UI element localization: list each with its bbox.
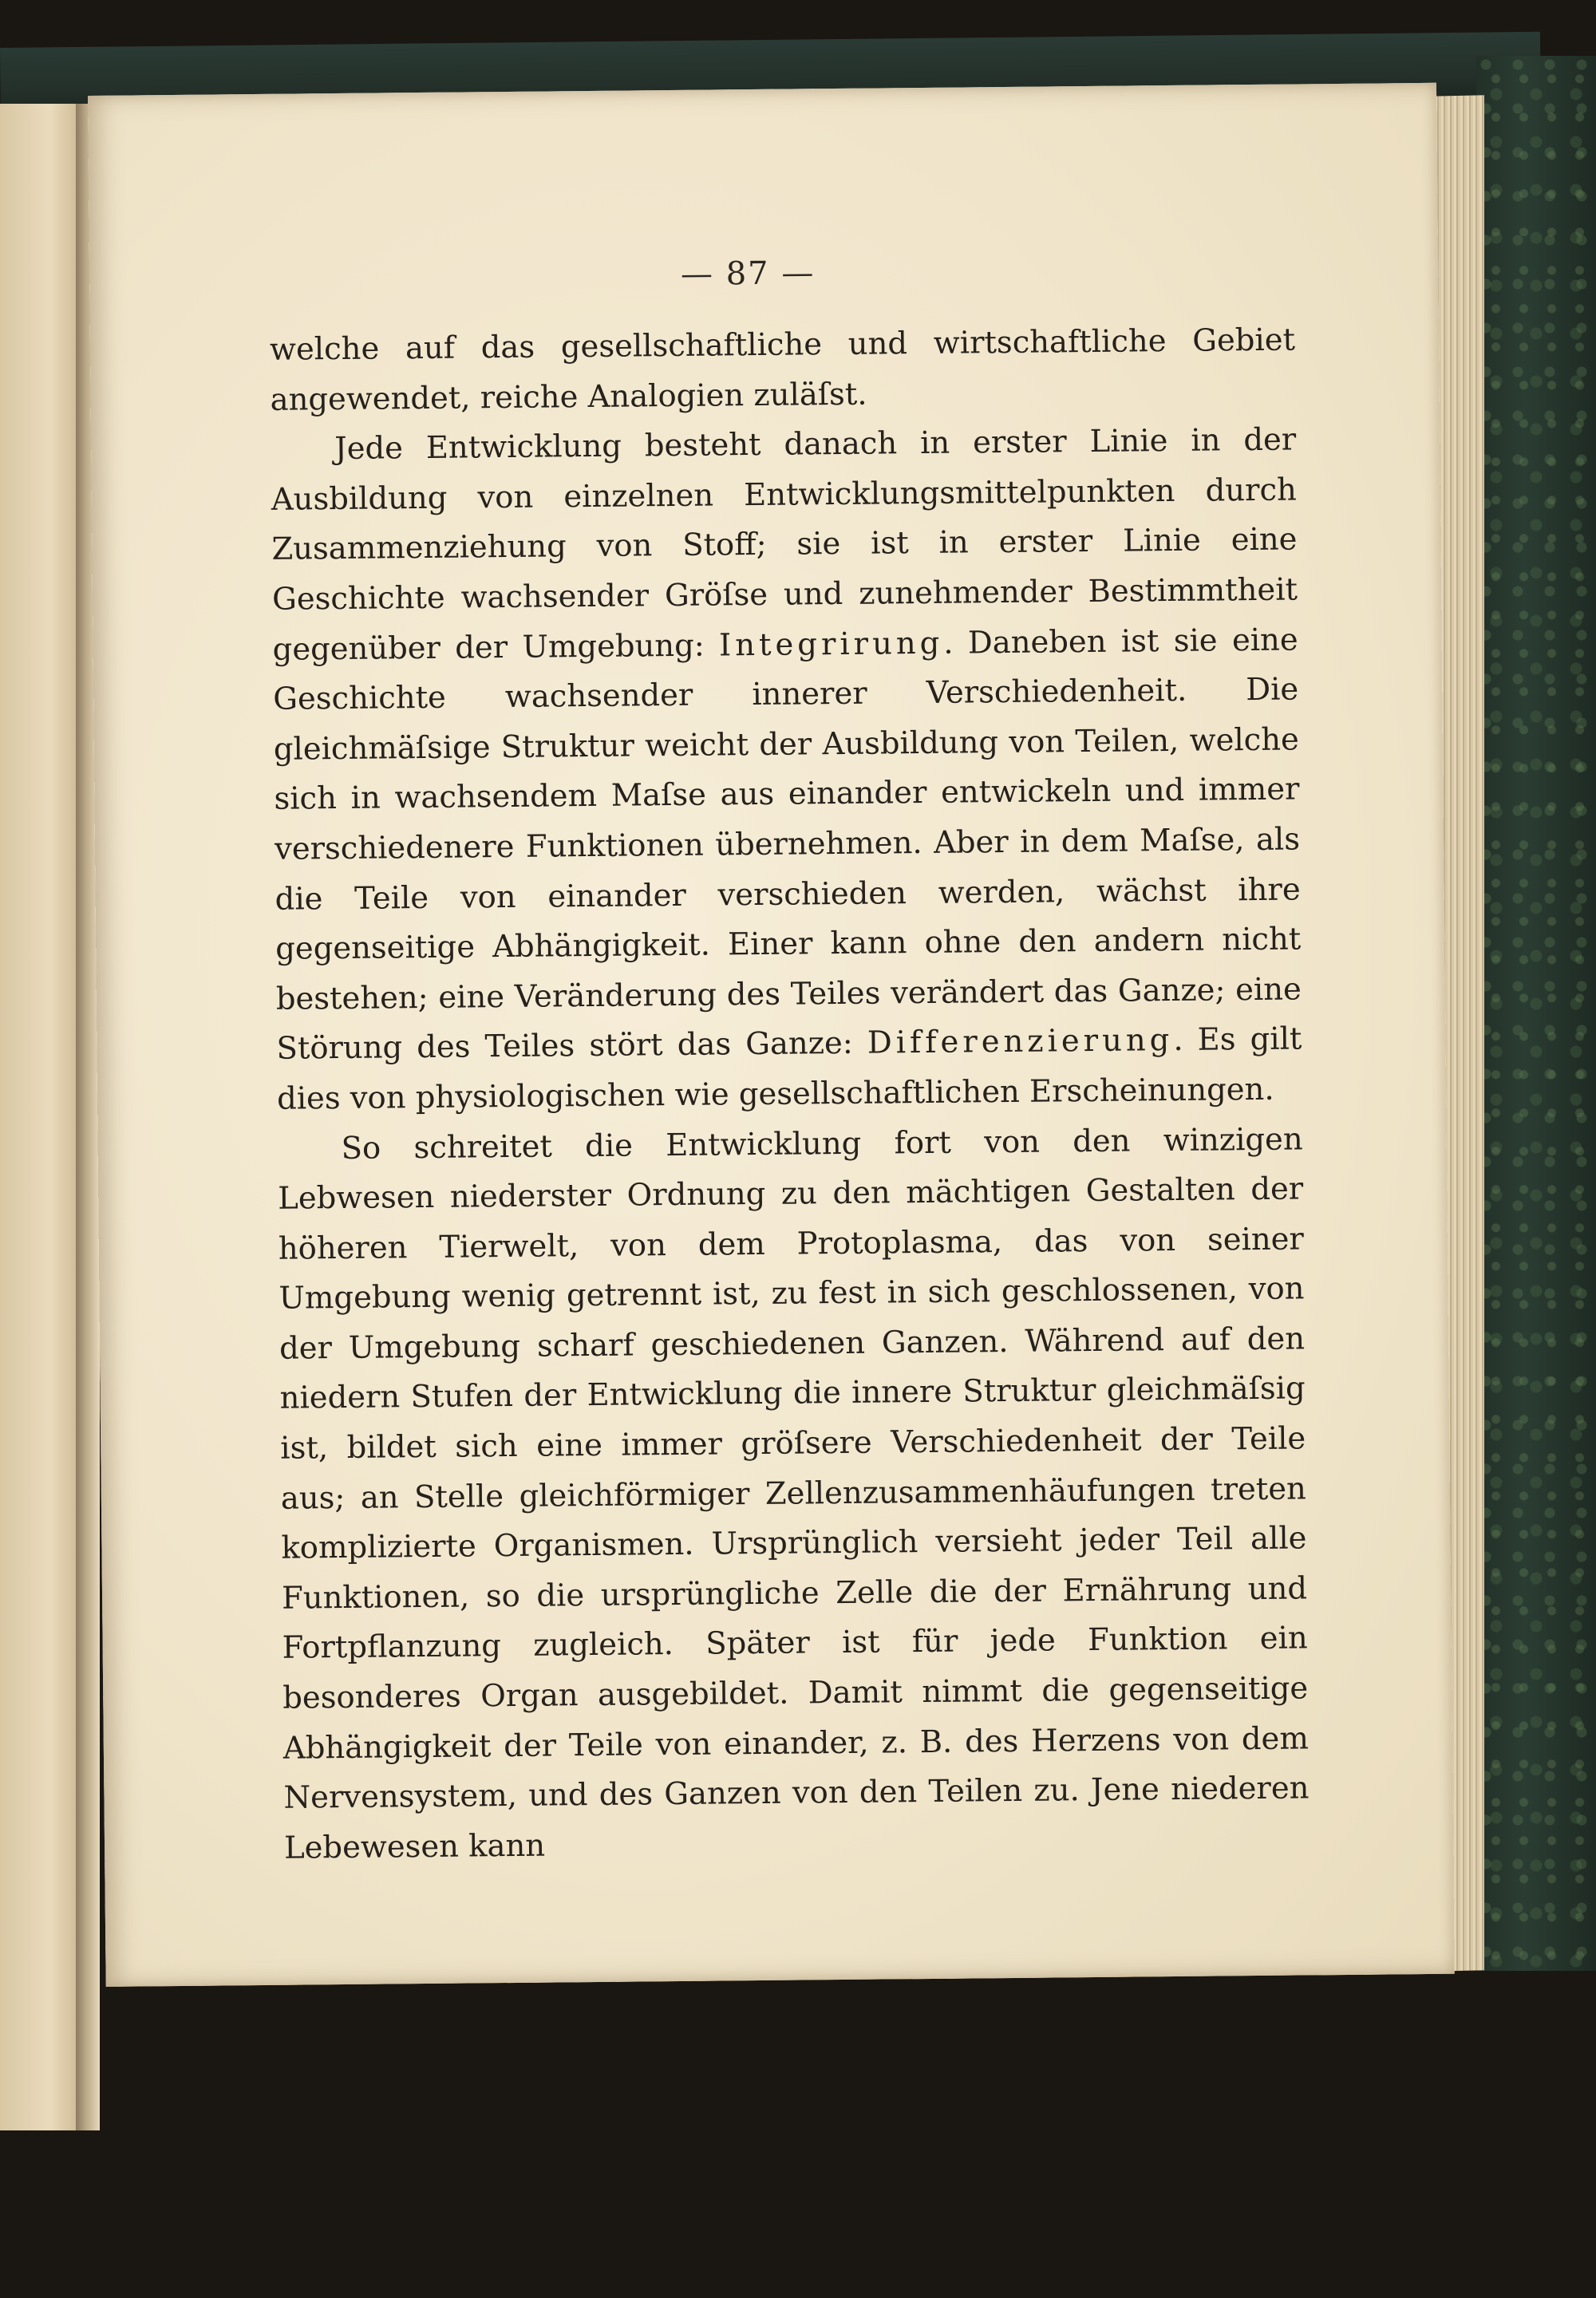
book-cover-right bbox=[1476, 56, 1596, 1971]
term-differenzierung: Differenzierung bbox=[867, 1022, 1174, 1061]
paragraph-2-part-2: . Daneben ist sie eine Geschichte wachsender innerer Verschiedenheit. Die gleichmäſsige Struktur weicht der Ausbildung von Teilen, welche sich in wachsendem Maſse aus einander entwickeln und immer verschiedenere Funktionen übernehmen. Aber in dem Maſse, als die Teile von einander verschieden werden, wächst ihre gegenseitige Abhängigkeit. Einer kann ohne den andern nicht bestehen; eine Veränderung des Teiles verändert das Ganze; eine Störung des Teiles stört das Ganze: bbox=[273, 622, 1302, 1068]
page-number: — 87 — bbox=[680, 255, 816, 293]
book-page bbox=[88, 83, 1455, 1987]
paragraph-3: So schreitet die Entwicklung fort von den winzigen Lebwesen niederster Ordnung zu den mächtigen Gestalten der höheren Tierwelt, von dem Protoplasma, das von seiner Umgebung wenig getrennt ist, zu fest in sich geschlossenen, von der Umgebung scharf geschiedenen Ganzen. Während auf den niedern Stufen der Entwicklung die innere Struktur gleichmäſsig ist, bildet sich eine immer gröſsere Verschiedenheit der Teile aus; an Stelle gleichförmiger Zellenzusammenhäufungen treten komplizierte Organismen. Ursprünglich versieht jeder Teil alle Funktionen, so die ursprüngliche Zelle die der Ernährung und Fortpflanzung zugleich. Später ist für jede Funktion ein besonderes Organ ausgebildet. Damit nimmt die gegenseitige Abhängigkeit der Teile von einander, z. B. des Herzens von dem Nervensystem, und des Ganzen von den Teilen zu. Jene niederen Lebewesen kann bbox=[278, 1120, 1310, 1866]
page-body bbox=[270, 315, 1310, 1874]
paragraph-2-part-3: . Es gilt dies von physiologischen wie gesellschaftlichen Erscheinungen. bbox=[276, 1021, 1302, 1117]
paragraph-2 bbox=[271, 416, 1302, 1125]
paragraph-2-part-1: Jede Entwicklung besteht danach in erster Linie in der Ausbildung von einzelnen Entwicklungsmittelpunkten durch Zusammenziehung von Stoff; sie ist in erster Linie eine Geschichte wachsender Gröſse und zunehmender Bestimmtheit gegenüber der Umgebung: bbox=[271, 421, 1298, 668]
facing-page bbox=[0, 104, 84, 2130]
paragraph-1: welche auf das gesellschaftliche und wirtschaftliche Gebiet angewendet, reiche Analogien zuläſst. bbox=[269, 322, 1296, 418]
term-integrirung: Integrirung bbox=[718, 625, 944, 663]
